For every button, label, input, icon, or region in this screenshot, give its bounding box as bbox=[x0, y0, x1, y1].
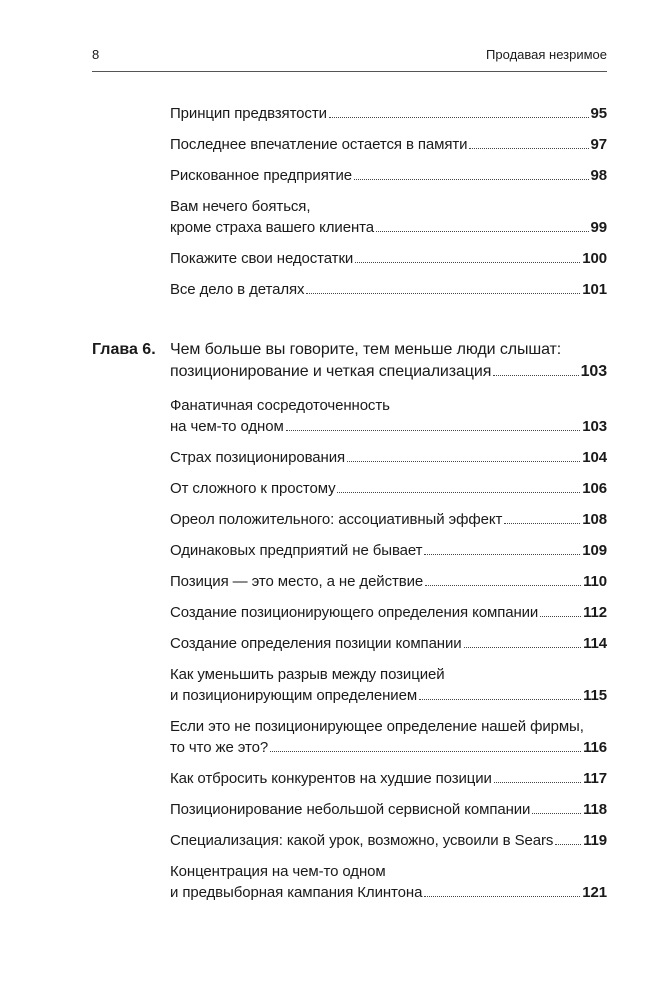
toc-entry-page: 110 bbox=[583, 573, 607, 590]
toc-entry-page: 99 bbox=[590, 219, 607, 236]
toc-entry-title: Создание позиционирующего определения компании bbox=[170, 604, 539, 621]
toc-entry-title: Последнее впечатление остается в памяти bbox=[170, 136, 468, 153]
dot-leader bbox=[376, 231, 589, 232]
chapter-title-line1: Чем больше вы говорите, тем меньше люди слышат: bbox=[170, 341, 562, 358]
toc-section-prev bbox=[170, 103, 607, 310]
toc-entry-page: 108 bbox=[582, 511, 607, 528]
toc-entry bbox=[170, 248, 607, 269]
dot-leader bbox=[469, 148, 588, 149]
toc-chapter-6 bbox=[170, 339, 607, 913]
dot-leader bbox=[540, 616, 581, 617]
dot-leader bbox=[419, 699, 581, 700]
toc-entry-title: Рискованное предприятие bbox=[170, 167, 353, 184]
toc-entry-title-line1: Вам нечего бояться, bbox=[170, 198, 311, 215]
toc-entry-page: 115 bbox=[583, 687, 607, 704]
toc-entry bbox=[170, 395, 607, 437]
toc-entry-title-line1: Фанатичная сосредоточенность bbox=[170, 397, 390, 414]
toc-entry-title: и предвыборная кампания Клинтона bbox=[170, 884, 423, 901]
toc-entry-title: Специализация: какой урок, возможно, усвоили в Sears bbox=[170, 832, 554, 849]
toc-entry-title: Позиция — это место, а не действие bbox=[170, 573, 424, 590]
chapter-page: 103 bbox=[580, 363, 607, 380]
dot-leader bbox=[494, 782, 581, 783]
toc-entry bbox=[170, 768, 607, 789]
toc-entry-page: 112 bbox=[583, 604, 607, 621]
toc-entry-title: Все дело в деталях bbox=[170, 281, 305, 298]
toc-entry-title: Одинаковых предприятий не бывает bbox=[170, 542, 423, 559]
toc-entry-title: Создание определения позиции компании bbox=[170, 635, 462, 652]
toc-entry-page: 114 bbox=[583, 635, 607, 652]
toc-entry-title: Страх позиционирования bbox=[170, 449, 345, 466]
toc-entry-title: кроме страха вашего клиента bbox=[170, 219, 374, 236]
dot-leader bbox=[337, 492, 580, 493]
dot-leader bbox=[504, 523, 580, 524]
dot-leader bbox=[270, 751, 581, 752]
dot-leader bbox=[286, 430, 581, 431]
toc-entry bbox=[170, 447, 607, 468]
toc-entry-page: 98 bbox=[590, 167, 607, 184]
toc-entry bbox=[170, 509, 607, 530]
toc-entry bbox=[170, 830, 607, 851]
toc-entry-title-line1: Если это не позиционирующее определение нашей фирмы, bbox=[170, 718, 584, 735]
toc-entry-title-line1: Как уменьшить разрыв между позицией bbox=[170, 666, 445, 683]
toc-entry-page: 116 bbox=[583, 739, 607, 756]
toc-entry bbox=[170, 103, 607, 124]
dot-leader bbox=[464, 647, 582, 648]
toc-entry-title: Ореол положительного: ассоциативный эффект bbox=[170, 511, 503, 528]
toc-entry bbox=[170, 861, 607, 903]
toc-entry-page: 104 bbox=[582, 449, 607, 466]
toc-entry-page: 106 bbox=[582, 480, 607, 497]
toc-entry-title-line1: Концентрация на чем-то одном bbox=[170, 863, 386, 880]
toc-entry-page: 103 bbox=[582, 418, 607, 435]
toc-entry-title: на чем-то одном bbox=[170, 418, 284, 435]
toc-entry bbox=[170, 540, 607, 561]
dot-leader bbox=[347, 461, 580, 462]
toc-entry-title: Покажите свои недостатки bbox=[170, 250, 354, 267]
dot-leader bbox=[354, 179, 588, 180]
page-number: 8 bbox=[92, 47, 100, 62]
toc-entry-page: 95 bbox=[590, 105, 607, 122]
toc-entry-title: Принцип предвзятости bbox=[170, 105, 327, 122]
toc-entry-page: 119 bbox=[583, 832, 607, 849]
dot-leader bbox=[329, 117, 589, 118]
toc-entry-page: 97 bbox=[590, 136, 607, 153]
toc-entry bbox=[170, 134, 607, 155]
toc-entry bbox=[170, 633, 607, 654]
dot-leader bbox=[424, 896, 580, 897]
toc-entry-title: Позиционирование небольшой сервисной компании bbox=[170, 801, 531, 818]
chapter-label: Глава 6. bbox=[92, 341, 156, 358]
toc-entry bbox=[170, 478, 607, 499]
toc-entry-page: 101 bbox=[582, 281, 607, 298]
running-header-title: Продавая незримое bbox=[486, 47, 607, 62]
toc-entry bbox=[170, 571, 607, 592]
dot-leader bbox=[425, 585, 581, 586]
toc-entry bbox=[170, 196, 607, 238]
dot-leader bbox=[555, 844, 581, 845]
toc-entry-page: 109 bbox=[582, 542, 607, 559]
toc-entry-page: 121 bbox=[582, 884, 607, 901]
chapter-heading bbox=[170, 339, 607, 383]
dot-leader bbox=[355, 262, 580, 263]
toc-entry bbox=[170, 716, 607, 758]
header-rule bbox=[92, 71, 607, 72]
toc-entry bbox=[170, 664, 607, 706]
toc-entry bbox=[170, 165, 607, 186]
toc-entry-page: 100 bbox=[582, 250, 607, 267]
dot-leader bbox=[306, 293, 580, 294]
toc-entry bbox=[170, 602, 607, 623]
toc-entry-title: то что же это? bbox=[170, 739, 269, 756]
dot-leader bbox=[493, 375, 578, 376]
toc-entry bbox=[170, 279, 607, 300]
toc-entry-title: и позиционирующим определением bbox=[170, 687, 418, 704]
toc-entry-title: От сложного к простому bbox=[170, 480, 336, 497]
dot-leader bbox=[424, 554, 580, 555]
toc-entry-page: 118 bbox=[583, 801, 607, 818]
toc-entry-page: 117 bbox=[583, 770, 607, 787]
toc-entry bbox=[170, 799, 607, 820]
dot-leader bbox=[532, 813, 581, 814]
chapter-title: позиционирование и четкая специализация bbox=[170, 363, 492, 380]
toc-entry-title: Как отбросить конкурентов на худшие позиции bbox=[170, 770, 492, 787]
